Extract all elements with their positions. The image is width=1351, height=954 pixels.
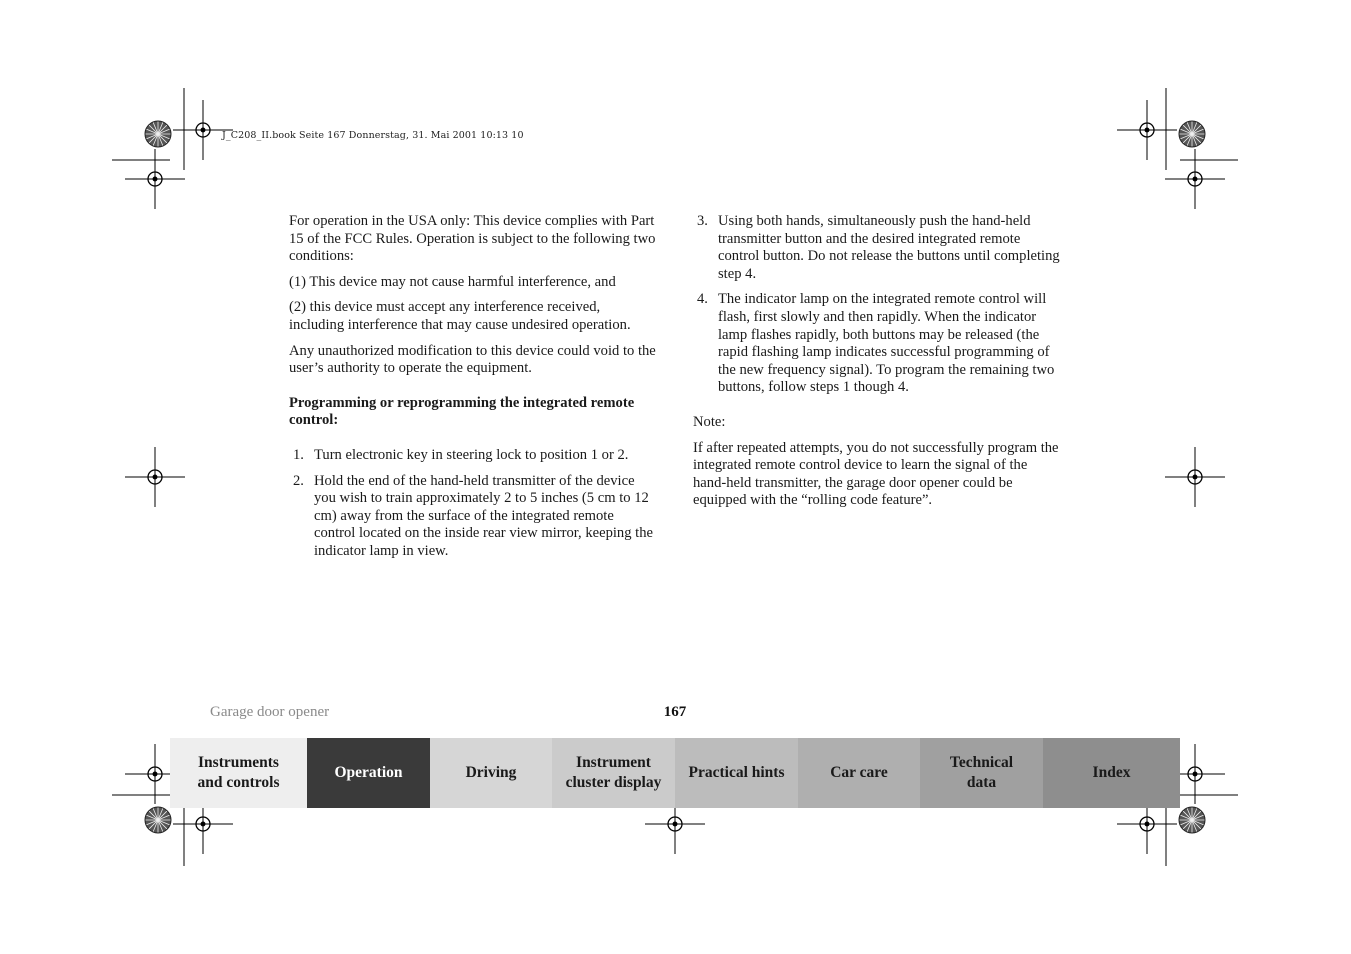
step-text: Turn electronic key in steering lock to position 1 or 2. — [314, 446, 629, 463]
paragraph: For operation in the USA only: This device complies with Part 15 of the FCC Rules. Operation is subject to the following two conditions: — [289, 213, 656, 265]
tab-instrument-cluster-display[interactable]: Instrument cluster display — [552, 738, 675, 808]
step-number: 4. — [697, 291, 708, 308]
step-item — [289, 447, 657, 465]
section-title: Garage door opener — [210, 704, 330, 720]
tab-index[interactable]: Index — [1043, 738, 1180, 808]
step-text: Using both hands, simultaneously push the hand-held transmitter button and the desired integrated remote control button. Do not release the buttons until completing step 4. — [718, 213, 1060, 282]
note-text: If after repeated attempts, you do not successfully program the integrated remote control device to learn the signal of the hand-held transmitter, the garage door opener could be equipped with the “rolling code feature”. — [693, 439, 1059, 509]
step-number: 1. — [293, 446, 304, 463]
tab-driving[interactable]: Driving — [430, 738, 552, 808]
tab-operation[interactable]: Operation — [307, 738, 430, 808]
step-item — [289, 473, 657, 561]
step-item — [693, 213, 1063, 283]
note-label: Note: — [693, 413, 726, 430]
paragraph: (2) this device must accept any interference received, including interference that may cause undesired operation. — [289, 299, 631, 333]
step-number: 2. — [293, 472, 304, 489]
chapter-tabs — [170, 738, 1180, 808]
tab-practical-hints[interactable]: Practical hints — [675, 738, 798, 808]
step-number: 3. — [697, 213, 708, 229]
print-info-line: J_C208_II.book Seite 167 Donnerstag, 31. Mai 2001 10:13 10 — [222, 130, 524, 141]
tab-instruments-and-controls[interactable]: Instruments and controls — [170, 738, 307, 808]
step-item — [693, 291, 1063, 397]
step-text: Hold the end of the hand-held transmitter of the device you wish to train approximately 2 to 5 inches (5 cm to 12 cm) away from the surface of the integrated remote control located on the inside rear view mirror, keeping the indicator lamp in view. — [314, 472, 654, 559]
paragraph: (1) This device may not cause harmful interference, and — [289, 273, 616, 290]
page-number: 167 — [663, 704, 687, 720]
tab-car-care[interactable]: Car care — [798, 738, 920, 808]
tab-technical-data[interactable]: Technical data — [920, 738, 1043, 808]
step-text: The indicator lamp on the integrated remote control will flash, first slowly and then rapidly. When the indicator lamp flashes rapidly, both buttons may be released (the rapid flashing lamp indicates successful programming of the new frequency signal). To program the remaining two buttons, follow steps 1 though 4. — [718, 291, 1055, 396]
left-column — [289, 213, 657, 569]
section-heading: Programming or reprogramming the integrated remote control: — [289, 394, 635, 429]
right-column — [693, 213, 1063, 518]
paragraph: Any unauthorized modification to this device could void to the user’s authority to operate the equipment. — [289, 342, 656, 377]
